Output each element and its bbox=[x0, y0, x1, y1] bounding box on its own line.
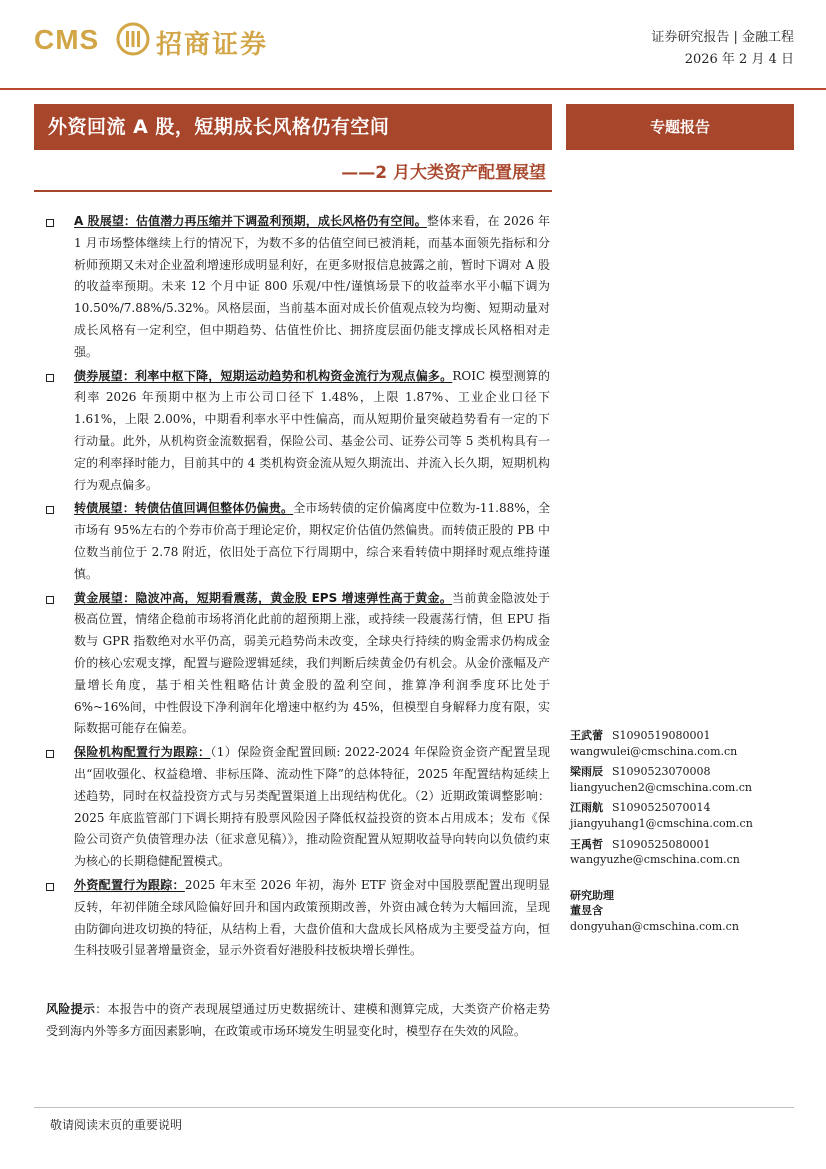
checkbox-bullet-icon bbox=[46, 506, 54, 514]
company-logo bbox=[34, 22, 284, 66]
analyst-email[interactable]: jiangyuhang1@cmschina.com.cn bbox=[570, 816, 753, 830]
paragraph-text: （1）保险资金配置回顾: 2022-2024 年保险资金资产配置呈现出“固收强化、权益稳增、非标压降、流动性下降”的总体特征，2025 年配置结构延续上述趋势，同时在权益投资方式与另类配置渠道上出现结构优化。（2）近期政策调整影响：2025 年底监管部门下调长期持有股票风险因子降低权益投资的资本占用成本；发布《保险公司资产负债管理办法（征求意见稿）》，推动险资配置从短期收益导向转向以负债约束为核心的长期稳健配置模式。 bbox=[74, 745, 550, 869]
logo-latin: CMS bbox=[34, 24, 100, 55]
checkbox-bullet-icon bbox=[46, 596, 54, 604]
paragraph-lead: 黄金展望：隐波冲高，短期看震荡，黄金股 EPS 增速弹性高于黄金。 bbox=[74, 590, 453, 605]
summary-paragraph bbox=[46, 498, 550, 585]
analyst-name: 王武蕾 bbox=[570, 729, 603, 742]
paragraph-lead: 外资配置行为跟踪： bbox=[74, 877, 185, 892]
analyst-name: 梁雨辰 bbox=[570, 765, 603, 779]
paragraph-text: 全市场转债的定价偏离度中位数为-11.88%，全市场有 95%左右的个券市价高于理论定价，期权定价估值仍然偏贵。而转债正股的 PB 中位数当前位于 2.78 附近，依旧处于高位下行周期中，综合来看转债中期择时观点维持谨慎。 bbox=[74, 501, 550, 581]
logo-emblem-icon bbox=[116, 22, 150, 56]
analyst-entry bbox=[570, 800, 800, 831]
summary-paragraph bbox=[46, 875, 550, 962]
report-meta bbox=[651, 27, 794, 71]
analyst-id: S1090519080001 bbox=[612, 729, 711, 742]
analyst-entry bbox=[570, 764, 800, 795]
assistant-title: 研究助理 bbox=[570, 888, 614, 902]
analyst-email[interactable]: wangwulei@cmschina.com.cn bbox=[570, 744, 738, 758]
header-divider bbox=[0, 88, 826, 90]
paragraph-lead: 债券展望：利率中枢下降，短期运动趋势和机构资金流行为观点偏多。 bbox=[74, 368, 453, 383]
checkbox-bullet-icon bbox=[46, 219, 54, 227]
summary-paragraph bbox=[46, 742, 550, 873]
analyst-name: 江雨航 bbox=[570, 801, 603, 815]
title-banner bbox=[34, 104, 552, 150]
report-subtitle: ——2 月大类资产配置展望 bbox=[341, 163, 546, 183]
risk-text: ：本报告中的资产表现展望通过历史数据统计、建模和测算完成，大类资产价格走势受到海内外等多方面因素影响，在政策或市场环境发生明显变化时，模型存在失效的风险。 bbox=[46, 1002, 550, 1038]
paragraph-text: ROIC 模型测算的利率 2026 年预期中枢为上市公司口径下 1.48%，上限 1.87%、工业企业口径下 1.61%，上限 2.00%，中期看利率水平中性偏高，而从短期价量突破趋势看有一定的下行动量。此外，从机构资金流数据看，保险公司、基金公司、证券公司等 5 类机构具有一定的利率择时能力，目前其中的 4 类机构资金流从短久期流出、并流入长久期，短期机构行为观点偏多。 bbox=[74, 368, 550, 492]
analyst-panel bbox=[570, 728, 800, 935]
checkbox-bullet-icon bbox=[46, 374, 54, 382]
summary-paragraph bbox=[46, 588, 550, 741]
paragraph-text: 整体来看，在 2026 年 1 月市场整体继续上行的情况下，为数不多的估值空间已被消耗，而基本面领先指标和分析师预期又未对企业盈利增速形成明显利好，在更多财报信息披露之前，暂时下调对 A 股的收益率预期。未来 12 个月中证 800 乐观/中性/谨慎场景下的收益率水平小幅下调为 10.50%/7.88%/5.32%。风格层面，当前基本面对成长价值观点较为均衡、短期动量对成长风格有一定利空，但中期趋势、估值性价比、拥挤度层面仍能支撑成长风格相对走强。 bbox=[74, 214, 551, 359]
checkbox-bullet-icon bbox=[46, 883, 54, 891]
assistant-name: 董昱含 bbox=[570, 904, 603, 918]
analyst-email[interactable]: liangyuchen2@cmschina.com.cn bbox=[570, 780, 752, 794]
subtitle-divider bbox=[34, 190, 552, 192]
paragraph-lead: 保险机构配置行为跟踪： bbox=[74, 745, 211, 760]
analyst-name: 王禹哲 bbox=[570, 837, 603, 851]
risk-label: 风险提示 bbox=[46, 1002, 96, 1016]
report-type: 证券研究报告 | 金融工程 bbox=[651, 30, 794, 45]
analyst-id: S1090525080001 bbox=[612, 837, 711, 851]
analyst-entry bbox=[570, 728, 800, 759]
paragraph-lead: 转债展望：转债估值回调但整体仍偏贵。 bbox=[74, 501, 294, 516]
paragraph-text: 2025 年末至 2026 年初，海外 ETF 资金对中国股票配置出现明显反转，年初伴随全球风险偏好回升和国内政策预期改善，外资由减仓转为大幅回流，呈现由防御向进攻切换的特征，从结构上看，大盘价值和大盘成长风格成为主要受益方向，恒生科技吸引显著增量资金，显示外资看好港股科技板块增长弹性。 bbox=[74, 877, 550, 958]
analyst-email[interactable]: wangyuzhe@cmschina.com.cn bbox=[570, 853, 740, 867]
logo-chinese: 招商证券 bbox=[156, 30, 269, 60]
analyst-id: S1090525070014 bbox=[612, 801, 711, 815]
assistant-email[interactable]: dongyuhan@cmschina.com.cn bbox=[570, 919, 739, 933]
risk-warning bbox=[46, 999, 550, 1043]
paragraph-lead: A 股展望：估值潜力再压缩并下调盈利预期，成长风格仍有空间。 bbox=[74, 214, 427, 228]
analyst-id: S1090523070008 bbox=[612, 765, 711, 779]
report-topic: 专题报告 bbox=[649, 118, 710, 136]
topic-banner bbox=[566, 104, 794, 150]
report-date: 2026 年 2 月 4 日 bbox=[684, 52, 794, 67]
report-title: 外资回流 A 股，短期成长风格仍有空间 bbox=[48, 116, 390, 138]
paragraph-text: 当前黄金隐波处于极高位置，情绪企稳前市场将消化此前的超预期上涨，或持续一段震荡行情，但 EPU 指数与 GPR 指数绝对水平仍高，弱美元趋势尚未改变，全球央行持续的购金需求仍构成金价的核心宏观支撑，配置与避险逻辑延续，我们判断后续黄金仍有机会。从金价涨幅及产量增长角度，基于相关性粗略估计黄金股的盈利空间，推算净利润季度环比处于 6%~16%间，中性假设下净利润年化增速中枢约为 45%，但模型自身解释力度有限，实际数据可能存在偏差。 bbox=[74, 590, 550, 736]
analyst-entry bbox=[570, 837, 800, 868]
summary-paragraph bbox=[46, 211, 550, 364]
summary-body bbox=[46, 211, 550, 964]
footer-note: 敬请阅读末页的重要说明 bbox=[50, 1118, 183, 1132]
summary-paragraph bbox=[46, 366, 550, 497]
checkbox-bullet-icon bbox=[46, 750, 54, 758]
footer-divider bbox=[34, 1107, 794, 1108]
